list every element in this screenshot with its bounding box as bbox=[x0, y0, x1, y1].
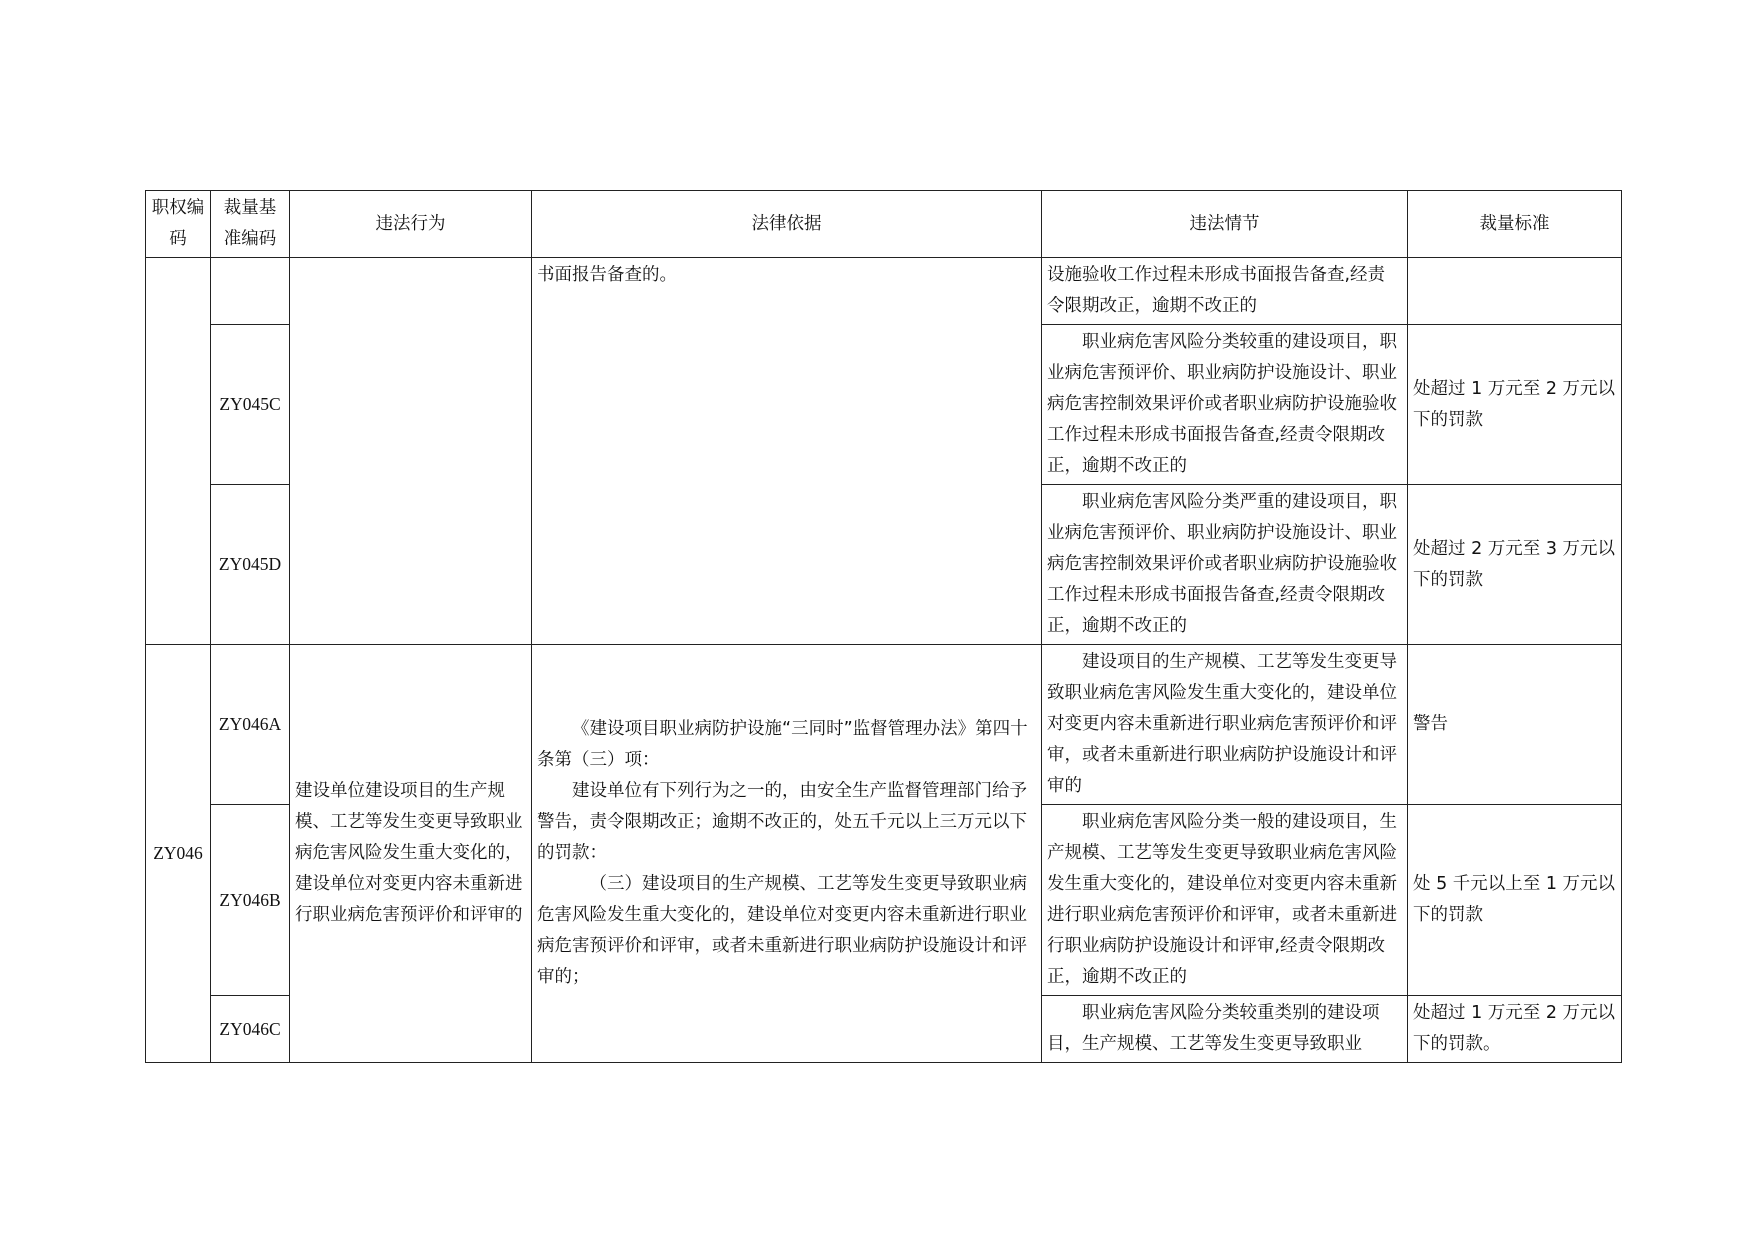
circumstance-cell: 建设项目的生产规模、工艺等发生变更导致职业病危害风险发生重大变化的，建设单位对变更内容未重新进行职业病危害预评价和评审，或者未重新进行职业病防护设施设计和评审的 bbox=[1042, 645, 1408, 805]
discretion-code-cell bbox=[211, 258, 290, 325]
header-circumstance: 违法情节 bbox=[1042, 191, 1408, 258]
legal-basis-cell bbox=[532, 645, 1042, 1063]
header-row bbox=[146, 191, 1622, 258]
circumstance-cell: 职业病危害风险分类较重的建设项目，职业病危害预评价、职业病防护设施设计、职业病危害控制效果评价或者职业病防护设施验收工作过程未形成书面报告备查,经责令限期改正，逾期不改正的 bbox=[1042, 325, 1408, 485]
circumstance-cell: 职业病危害风险分类较重类别的建设项目，生产规模、工艺等发生变更导致职业 bbox=[1042, 996, 1408, 1063]
table-row bbox=[146, 258, 1622, 325]
power-code-cell: ZY046 bbox=[146, 645, 211, 1063]
discretion-code-cell: ZY046C bbox=[211, 996, 290, 1063]
discretion-code-cell: ZY045D bbox=[211, 485, 290, 645]
header-legal-basis: 法律依据 bbox=[532, 191, 1042, 258]
violation-cell: 建设单位建设项目的生产规模、工艺等发生变更导致职业病危害风险发生重大变化的，建设单位对变更内容未重新进行职业病危害预评价和评审的 bbox=[290, 645, 532, 1063]
discretion-table bbox=[145, 190, 1622, 1063]
header-power-code: 职权编码 bbox=[146, 191, 211, 258]
standard-cell: 处超过 1 万元至 2 万元以下的罚款。 bbox=[1408, 996, 1622, 1063]
standard-cell: 警告 bbox=[1408, 645, 1622, 805]
standard-cell bbox=[1408, 258, 1622, 325]
violation-cell bbox=[290, 258, 532, 645]
header-violation: 违法行为 bbox=[290, 191, 532, 258]
discretion-code-cell: ZY045C bbox=[211, 325, 290, 485]
header-standard: 裁量标准 bbox=[1408, 191, 1622, 258]
standard-cell: 处超过 2 万元至 3 万元以下的罚款 bbox=[1408, 485, 1622, 645]
table-row bbox=[146, 645, 1622, 805]
legal-basis-article: 《建设项目职业病防护设施“三同时”监督管理办法》第四十条第（三）项： bbox=[537, 719, 1028, 770]
discretion-code-cell: ZY046B bbox=[211, 805, 290, 996]
legal-basis-clause: 建设单位有下列行为之一的，由安全生产监督管理部门给予警告，责令限期改正；逾期不改正的，处五千元以上三万元以下的罚款： bbox=[537, 781, 1027, 863]
standard-cell: 处 5 千元以上至 1 万元以下的罚款 bbox=[1408, 805, 1622, 996]
legal-basis-item: （三）建设项目的生产规模、工艺等发生变更导致职业病危害风险发生重大变化的，建设单位对变更内容未重新进行职业病危害预评价和评审，或者未重新进行职业病防护设施设计和评审的； bbox=[537, 874, 1027, 987]
circumstance-cell: 设施验收工作过程未形成书面报告备查,经责令限期改正，逾期不改正的 bbox=[1042, 258, 1408, 325]
circumstance-cell: 职业病危害风险分类严重的建设项目，职业病危害预评价、职业病防护设施设计、职业病危害控制效果评价或者职业病防护设施验收工作过程未形成书面报告备查,经责令限期改正，逾期不改正的 bbox=[1042, 485, 1408, 645]
power-code-cell bbox=[146, 258, 211, 645]
discretion-code-cell: ZY046A bbox=[211, 645, 290, 805]
circumstance-cell: 职业病危害风险分类一般的建设项目，生产规模、工艺等发生变更导致职业病危害风险发生重大变化的，建设单位对变更内容未重新进行职业病危害预评价和评审，或者未重新进行职业病防护设施设计和评审,经责令限期改正，逾期不改正的 bbox=[1042, 805, 1408, 996]
legal-basis-cell: 书面报告备查的。 bbox=[532, 258, 1042, 645]
header-discretion-code: 裁量基准编码 bbox=[211, 191, 290, 258]
standard-cell: 处超过 1 万元至 2 万元以下的罚款 bbox=[1408, 325, 1622, 485]
